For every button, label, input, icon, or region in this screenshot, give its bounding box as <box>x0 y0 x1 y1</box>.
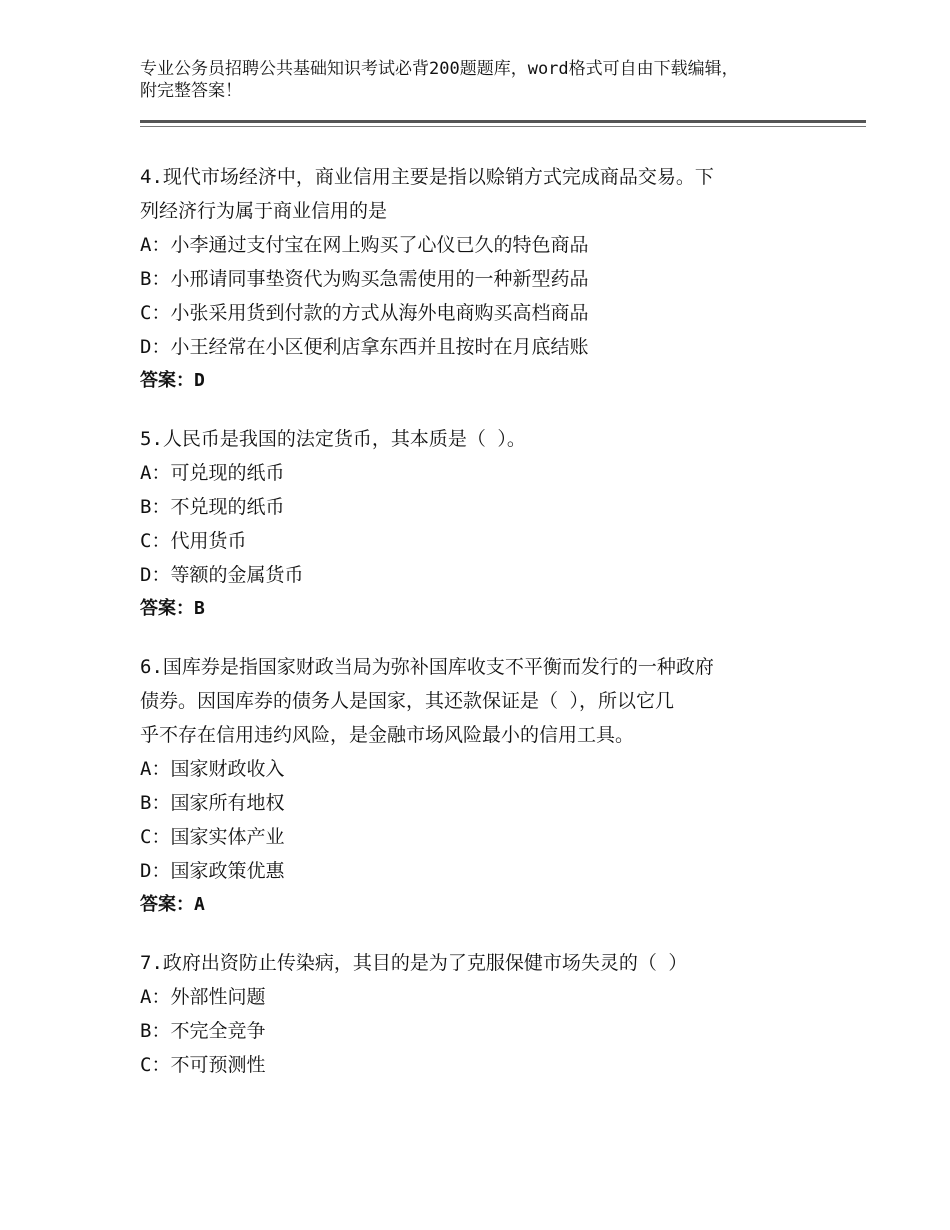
question-4 <box>140 160 820 398</box>
option-b: B：不完全竞争 <box>140 1020 266 1042</box>
question-stem: 7.政府出资防止传染病，其目的是为了克服保健市场失灵的（ ） <box>140 952 688 974</box>
option-c: C：国家实体产业 <box>140 826 285 848</box>
option-c: C：不可预测性 <box>140 1054 266 1076</box>
header-divider-thick <box>140 120 866 123</box>
option-d: D：国家政策优惠 <box>140 860 285 882</box>
option-b: B：国家所有地权 <box>140 792 285 814</box>
option-c: C：小张采用货到付款的方式从海外电商购买高档商品 <box>140 302 589 324</box>
option-b: B：小邢请同事垫资代为购买急需使用的一种新型药品 <box>140 268 589 290</box>
question-stem: 乎不存在信用违约风险，是金融市场风险最小的信用工具。 <box>140 724 635 746</box>
question-6 <box>140 650 820 922</box>
answer-label: 答案：D <box>140 370 205 391</box>
question-7 <box>140 946 820 1082</box>
question-stem: 4.现代市场经济中，商业信用主要是指以赊销方式完成商品交易。下 <box>140 166 714 188</box>
option-d: D：等额的金属货币 <box>140 564 304 586</box>
document-header <box>140 58 820 102</box>
header-divider-thin <box>140 126 866 127</box>
option-a: A：小李通过支付宝在网上购买了心仪已久的特色商品 <box>140 234 589 256</box>
question-stem: 列经济行为属于商业信用的是 <box>140 200 388 222</box>
option-d: D：小王经常在小区便利店拿东西并且按时在月底结账 <box>140 336 589 358</box>
option-b: B：不兑现的纸币 <box>140 496 285 518</box>
question-5 <box>140 422 820 626</box>
answer-label: 答案：A <box>140 894 205 915</box>
header-line-1: 专业公务员招聘公共基础知识考试必背200题题库，word格式可自由下载编辑， <box>140 59 739 79</box>
question-list <box>140 160 820 1106</box>
option-a: A：国家财政收入 <box>140 758 285 780</box>
option-a: A：可兑现的纸币 <box>140 462 285 484</box>
question-stem: 6.国库券是指国家财政当局为弥补国库收支不平衡而发行的一种政府 <box>140 656 714 678</box>
option-c: C：代用货币 <box>140 530 247 552</box>
question-stem: 债券。因国库券的债务人是国家，其还款保证是（ ），所以它几 <box>140 690 674 712</box>
answer-label: 答案：B <box>140 598 205 619</box>
option-a: A：外部性问题 <box>140 986 266 1008</box>
question-stem: 5.人民币是我国的法定货币，其本质是（ ）。 <box>140 428 526 450</box>
header-line-2: 附完整答案！ <box>140 81 242 101</box>
